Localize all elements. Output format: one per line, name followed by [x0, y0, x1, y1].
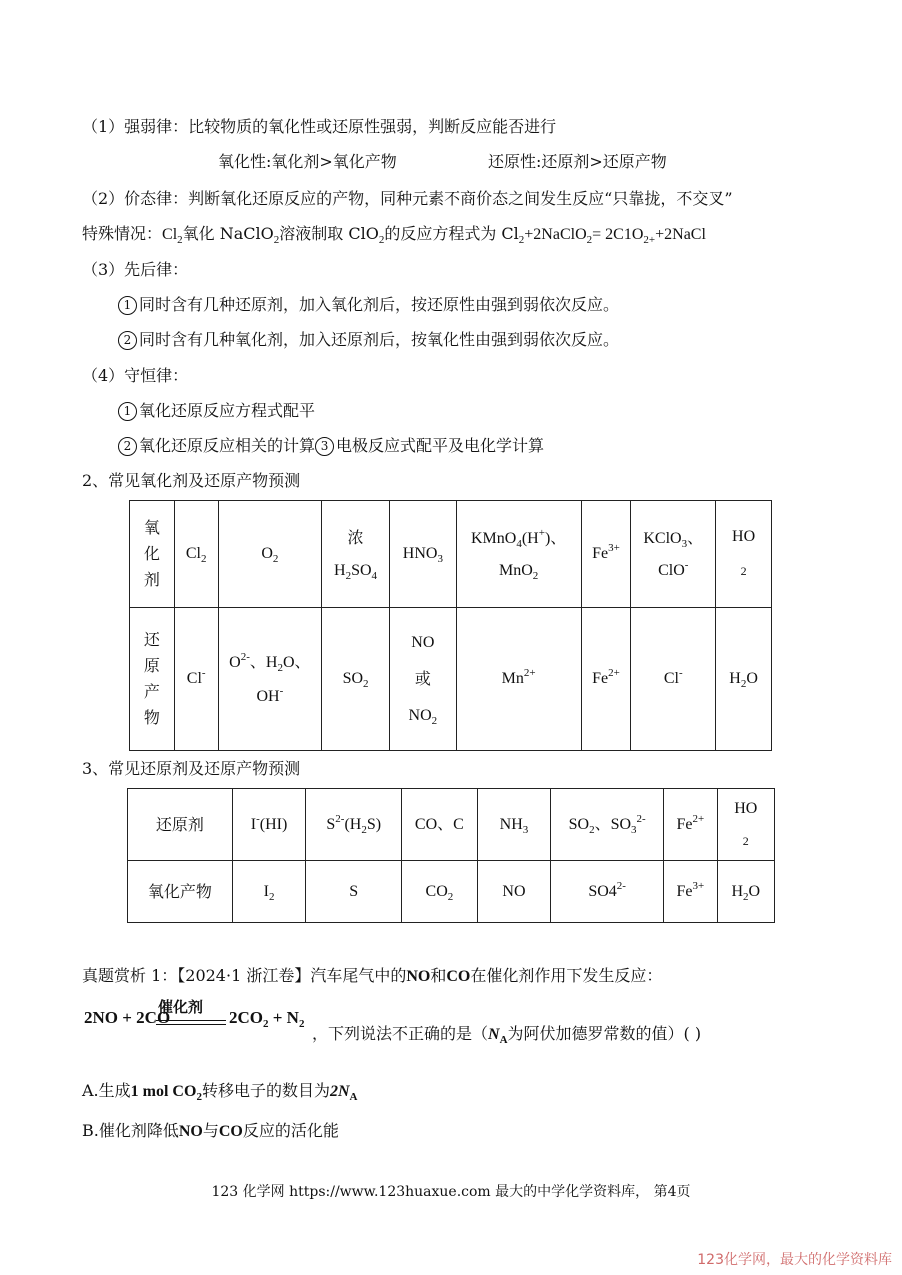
cell: KMnO$_4$(H+)、 MnO$_2$ — [456, 501, 581, 608]
rule-sequence-2: 2 同时含有几种氧化剂，加入还原剂后，按氧化性由强到弱依次反应。 — [118, 330, 619, 350]
row-label-reducer: 还原剂 — [128, 789, 233, 861]
cell: HO 2 — [717, 789, 775, 861]
cell: HO 2 — [716, 501, 772, 608]
rule-valence: （2）价态律：判断氧化还原反应的产物，同种元素不商价态之间发生反应“只靠拢，不交叉” — [82, 189, 733, 208]
special-case: 特殊情况：$Cl_2$氧化 NaClO$_2$溶液制取 ClO$_2$的反应方程式为 $Cl_2+2NaClO_2=$ $2C1O_{2+}+2NaCl$ — [82, 224, 706, 246]
row-label-oxidizer: 氧 化 剂 — [130, 501, 175, 608]
cell: NO — [477, 861, 551, 923]
option-b: B.催化剂降低NO与CO反应的活化能 — [82, 1121, 339, 1140]
rule-conservation-1: 1 氧化还原反应方程式配平 — [118, 401, 315, 421]
rule-conservation-2: 2 氧化还原反应相关的计算 3 电极反应式配平及电化学计算 — [118, 436, 544, 456]
question-stem: ，下列说法不正确的是（$N_A$为阿伏加德罗常数的值）( ) — [312, 1024, 702, 1046]
cell: $O^{2-}$、$H_2O$、 OH- — [218, 608, 322, 751]
cell: $Fe^{2+}$ — [664, 789, 717, 861]
circled-number: 1 — [118, 402, 137, 421]
rule-strength-reducing: 还原性:还原剂>还原产物 — [488, 152, 667, 171]
cell: $CO_2$ — [402, 861, 478, 923]
cell: $H_2O$ — [716, 608, 772, 751]
rule-conservation: （4）守恒律： — [82, 366, 189, 385]
oxidizer-table — [129, 500, 772, 751]
circled-number: 2 — [118, 331, 137, 350]
question-intro: 真题赏析 1：【2024·1 浙江卷】汽车尾气中的NO和CO在催化剂作用下发生反应： — [82, 966, 663, 985]
row-label-reduction-product: 还 原 产 物 — [130, 608, 175, 751]
heading-reducers: 3、常见还原剂及还原产物预测 — [82, 759, 301, 778]
cell: $O_2$ — [218, 501, 322, 608]
rule-strength-oxidizing: 氧化性:氧化剂>氧化产物 — [218, 152, 397, 171]
rule-sequence-1: 1 同时含有几种还原剂，加入氧化剂后，按还原性由强到弱依次反应。 — [118, 295, 619, 315]
rule-sequence: （3）先后律： — [82, 260, 189, 279]
cell: Cl- — [631, 608, 716, 751]
circled-number: 3 — [315, 437, 334, 456]
cell: CO、C — [402, 789, 478, 861]
cell: NO 或 $NO_2$ — [389, 608, 456, 751]
heading-oxidizers: 2、常见氧化剂及还原产物预测 — [82, 471, 301, 490]
cell: Cl- — [174, 608, 218, 751]
cell: $SO_2$ — [322, 608, 390, 751]
circled-number: 2 — [118, 437, 137, 456]
cell: $SO4^{2-}$ — [551, 861, 664, 923]
cell: $SO_2$、$SO_3^{2-}$ — [551, 789, 664, 861]
cell: $H_2O$ — [717, 861, 775, 923]
catalyst-label: 催化剂 — [158, 998, 204, 1016]
cell: $S^{2-}(H_2S)$ — [306, 789, 402, 861]
cell: $Fe^{3+}$ — [581, 501, 631, 608]
cell: $Fe^{3+}$ — [664, 861, 717, 923]
site-watermark: 123化学网，最大的化学资料库 — [697, 1252, 892, 1268]
page-footer: 123 化学网 https://www.123huaxue.com 最大的中学化学资料库， 第4页 — [211, 1184, 691, 1200]
rule-strength: （1）强弱律：比较物质的氧化性或还原性强弱，判断反应能否进行 — [82, 117, 557, 136]
cell: $NH_3$ — [477, 789, 551, 861]
cell: $HNO_3$ — [389, 501, 456, 608]
cell: I-(HI) — [232, 789, 306, 861]
cell: $Fe^{2+}$ — [581, 608, 631, 751]
cell: $Cl_2$ — [174, 501, 218, 608]
cell: S — [306, 861, 402, 923]
cell: KClO$_3$、 ClO- — [631, 501, 716, 608]
cell: 浓 $H_2SO_4$ — [322, 501, 390, 608]
row-label-oxidation-product: 氧化产物 — [128, 861, 233, 923]
cell: $Mn^{2+}$ — [456, 608, 581, 751]
circled-number: 1 — [118, 296, 137, 315]
reducer-table — [127, 788, 775, 923]
option-a: A.生成1 mol $CO_2$转移电子的数目为$2N_A$ — [82, 1081, 358, 1103]
cell: $I_2$ — [232, 861, 306, 923]
